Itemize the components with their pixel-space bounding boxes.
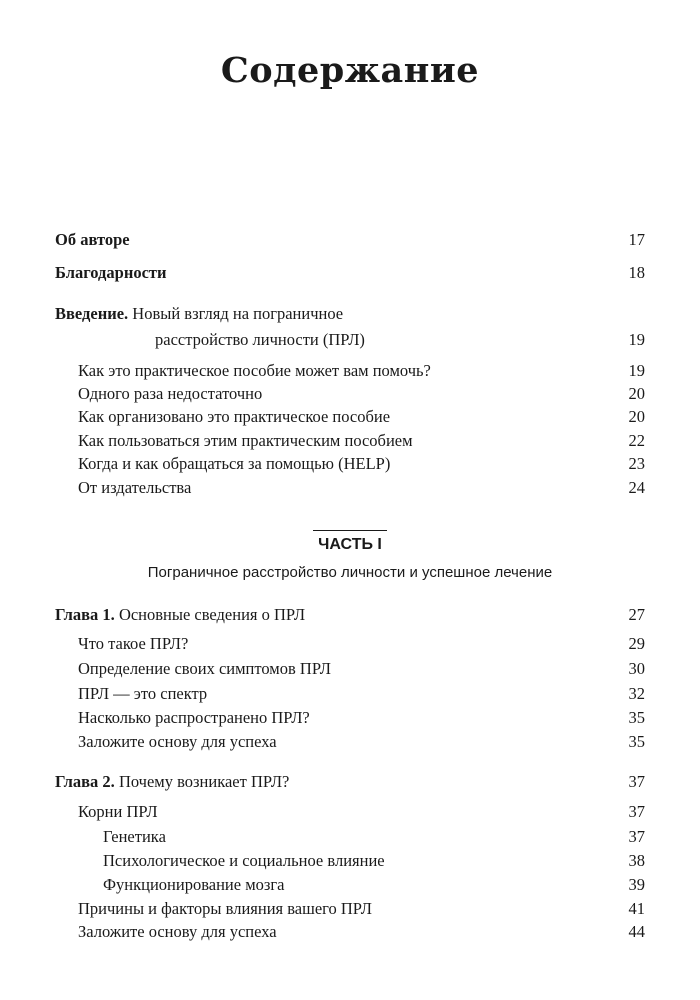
part-subtitle: Пограничное расстройство личности и успешное лечение <box>147 564 553 581</box>
toc-subentry-page-number: 20 <box>628 384 645 403</box>
toc-subentry <box>78 801 158 823</box>
toc-subentry-page-number: 37 <box>628 827 645 846</box>
toc-subentry-page-number: 44 <box>628 922 645 941</box>
toc-entry-acknowledgments <box>55 262 167 284</box>
toc-subentry-title: От издательства <box>78 478 192 497</box>
toc-subentry-title: Определение своих симптомов ПРЛ <box>78 659 331 678</box>
toc-subentry <box>78 633 188 655</box>
part-overline <box>313 530 387 531</box>
toc-subentry-title: Причины и факторы влияния вашего ПРЛ <box>78 899 372 918</box>
toc-entry-about-author-page-number: 17 <box>628 230 645 249</box>
toc-subentry <box>78 477 191 499</box>
toc-subentry-page-number: 29 <box>628 634 645 653</box>
toc-subentry-title: Насколько распространено ПРЛ? <box>78 708 310 727</box>
toc-entry-chapter-2 <box>55 771 289 793</box>
toc-entry-about-author <box>55 229 130 251</box>
toc-subentry-page-number: 32 <box>628 684 645 703</box>
toc-subentry <box>78 430 413 452</box>
toc-subentry-page-number: 35 <box>628 732 645 751</box>
toc-entry-chapter-2-page-number: 37 <box>628 772 645 791</box>
toc-subentry-page-number: 24 <box>628 478 645 497</box>
toc-subentry <box>78 406 390 428</box>
page-title: Содержание <box>220 50 480 91</box>
toc-subentry-title: Как пользоваться этим практическим пособием <box>78 431 413 450</box>
toc-subentry-title: Заложите основу для успеха <box>78 922 277 941</box>
toc-subentry-title: ПРЛ — это спектр <box>78 684 208 703</box>
toc-entry-introduction-label: Введение. <box>55 304 129 323</box>
toc-subentry <box>78 658 331 680</box>
toc-entry-introduction-page-number: 19 <box>628 330 645 349</box>
toc-subentry-title: Как организовано это практическое пособие <box>78 407 391 426</box>
toc-entry-chapter-1-title: Основные сведения о ПРЛ <box>114 605 306 624</box>
toc-subentry <box>78 360 431 382</box>
toc-subentry <box>103 874 285 896</box>
toc-subentry-page-number: 39 <box>628 875 645 894</box>
toc-entry-introduction <box>55 303 343 325</box>
toc-entry-introduction-title: Новый взгляд на пограничное <box>128 304 344 323</box>
toc-subentry <box>78 453 390 475</box>
toc-subentry-title: Когда и как обращаться за помощью (HELP) <box>78 454 391 473</box>
toc-subentry <box>78 683 207 705</box>
toc-subentry <box>103 850 385 872</box>
toc-entry-introduction-line2: расстройство личности (ПРЛ) <box>155 330 365 349</box>
toc-subentry-title: Как это практическое пособие может вам помочь? <box>78 361 431 380</box>
toc-subentry <box>78 383 262 405</box>
toc-subentry-title: Что такое ПРЛ? <box>78 634 189 653</box>
toc-subentry-title: Одного раза недостаточно <box>78 384 263 403</box>
toc-subentry-page-number: 30 <box>628 659 645 678</box>
toc-entry-chapter-1-label: Глава 1. <box>55 605 115 624</box>
toc-subentry-page-number: 41 <box>628 899 645 918</box>
toc-subentry <box>78 707 310 729</box>
toc-entry-about-author-label: Об авторе <box>55 230 130 249</box>
toc-subentry-page-number: 35 <box>628 708 645 727</box>
toc-subentry-page-number: 37 <box>628 802 645 821</box>
toc-subentry <box>78 731 277 753</box>
toc-subentry <box>78 921 277 943</box>
toc-subentry-page-number: 38 <box>628 851 645 870</box>
toc-subentry <box>78 898 372 920</box>
toc-entry-chapter-2-title: Почему возникает ПРЛ? <box>114 772 290 791</box>
toc-subentry-page-number: 23 <box>628 454 645 473</box>
toc-subentry-title: Генетика <box>103 827 166 846</box>
toc-subentry <box>103 826 166 848</box>
toc-entry-chapter-1-page-number: 27 <box>628 605 645 624</box>
toc-subentry-page-number: 19 <box>628 361 645 380</box>
toc-subentry-page-number: 20 <box>628 407 645 426</box>
toc-subentry-title: Функционирование мозга <box>103 875 285 894</box>
toc-entry-chapter-1 <box>55 604 305 626</box>
toc-subentry-title: Корни ПРЛ <box>78 802 158 821</box>
part-label: ЧАСТЬ I <box>318 536 382 553</box>
toc-entry-chapter-2-label: Глава 2. <box>55 772 115 791</box>
toc-entry-acknowledgments-page-number: 18 <box>628 263 645 282</box>
toc-entry-acknowledgments-label: Благодарности <box>55 263 167 282</box>
toc-subentry-title: Психологическое и социальное влияние <box>103 851 385 870</box>
toc-subentry-page-number: 22 <box>628 431 645 450</box>
toc-subentry-title: Заложите основу для успеха <box>78 732 277 751</box>
